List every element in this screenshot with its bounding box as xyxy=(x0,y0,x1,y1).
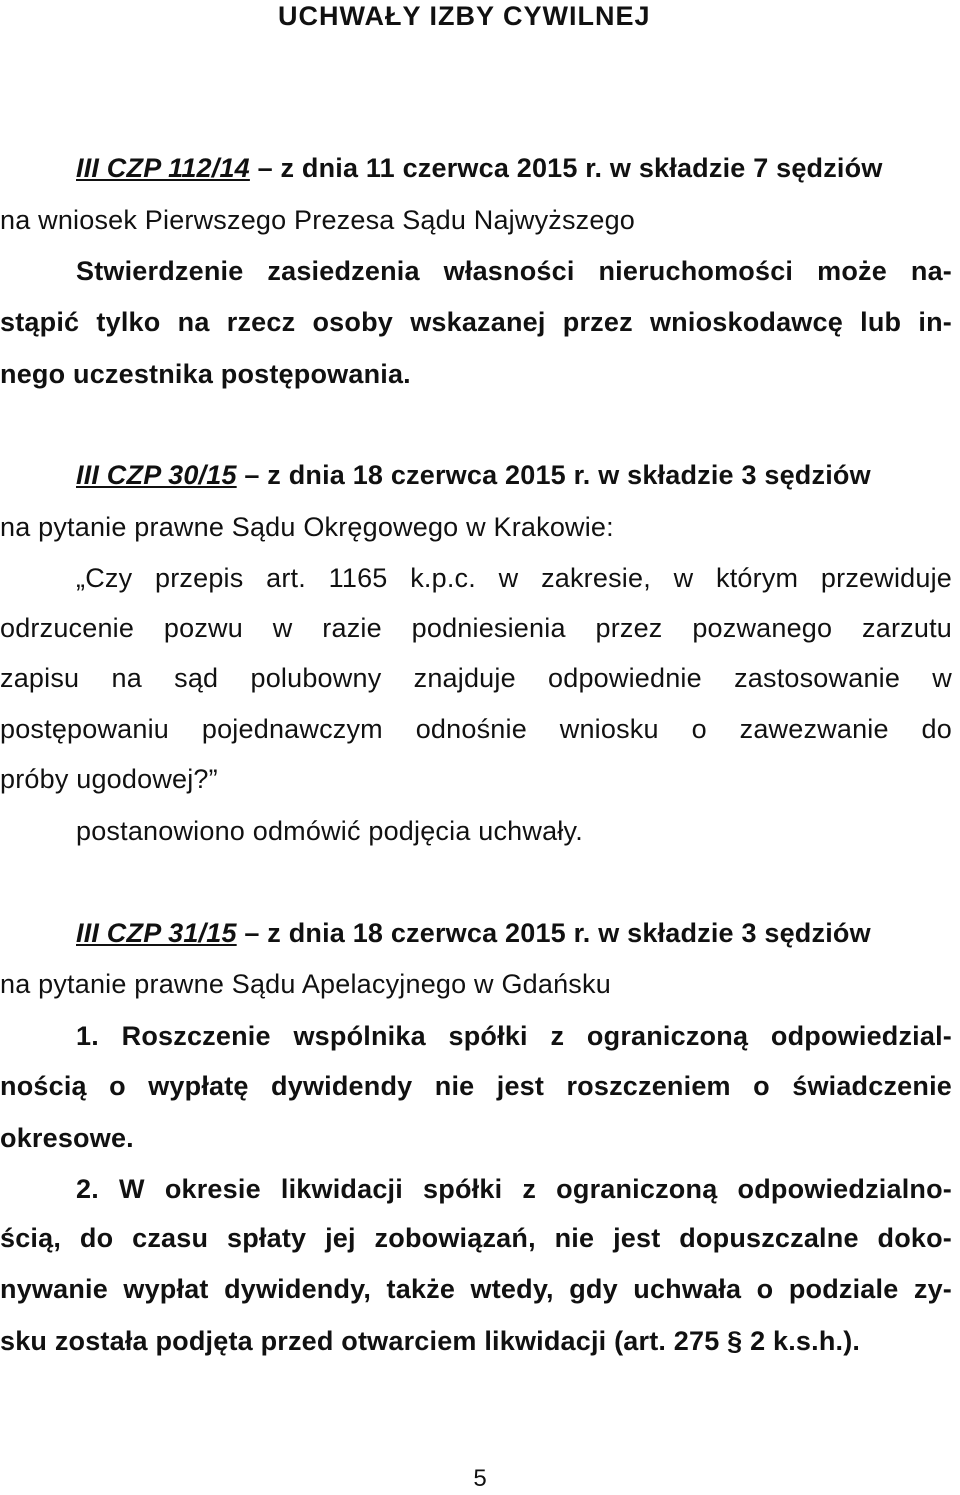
question-line: postępowaniu pojednawczym odnośnie wniosku o zawezwanie do xyxy=(0,714,952,744)
resolution-date: z dnia 11 czerwca 2015 r. w składzie 7 sędziów xyxy=(280,153,883,183)
thesis-line xyxy=(0,1325,860,1357)
request-line: na pytanie prawne Sądu Okręgowego w Krakowie: xyxy=(0,512,614,542)
resolution-heading-3 xyxy=(76,917,871,949)
dash: – xyxy=(236,460,268,490)
dash: – xyxy=(249,153,281,183)
thesis-text: 2 k.s.h.). xyxy=(750,1326,861,1356)
question-line: próby ugodowej?” xyxy=(0,764,218,794)
thesis-line: Stwierdzenie zasiedzenia własności nieruchomości może na- xyxy=(76,256,952,286)
section-symbol: § xyxy=(727,1326,743,1356)
resolution-heading-1 xyxy=(76,152,883,184)
case-signature: III CZP 30/15 xyxy=(76,460,237,490)
dash: – xyxy=(236,918,268,948)
resolution-date: z dnia 18 czerwca 2015 r. w składzie 3 sędziów xyxy=(267,460,871,490)
resolution-result: postanowiono odmówić podjęcia uchwały. xyxy=(76,816,583,846)
question-line: „Czy przepis art. 1165 k.p.c. w zakresie, w którym przewiduje xyxy=(76,563,952,593)
thesis-line: nością o wypłatę dywidendy nie jest roszczeniem o świadczenie xyxy=(0,1071,952,1101)
resolution-heading-2 xyxy=(76,459,871,491)
thesis-line: 2. W okresie likwidacji spółki z ograniczoną odpowiedzialno- xyxy=(76,1174,952,1204)
page-number: 5 xyxy=(473,1465,487,1492)
thesis-text: sku została podjęta przed otwarciem likwidacji (art. 275 xyxy=(0,1326,720,1356)
case-signature: III CZP 31/15 xyxy=(76,918,237,948)
thesis-line: 1. Roszczenie wspólnika spółki z ograniczoną odpowiedzial- xyxy=(76,1021,952,1051)
page-title: UCHWAŁY IZBY CYWILNEJ xyxy=(278,1,651,31)
thesis-line: okresowe. xyxy=(0,1123,134,1153)
thesis-line: ścią, do czasu spłaty jej zobowiązań, nie jest dopuszczalne doko- xyxy=(0,1223,952,1253)
request-line: na pytanie prawne Sądu Apelacyjnego w Gdańsku xyxy=(0,969,611,999)
case-signature: III CZP 112/14 xyxy=(76,153,250,183)
question-line: odrzucenie pozwu w razie podniesienia przez pozwanego zarzutu xyxy=(0,613,952,643)
resolution-date: z dnia 18 czerwca 2015 r. w składzie 3 sędziów xyxy=(267,918,871,948)
thesis-line: nywanie wypłat dywidendy, także wtedy, gdy uchwała o podziale zy- xyxy=(0,1274,952,1304)
request-line: na wniosek Pierwszego Prezesa Sądu Najwyższego xyxy=(0,205,636,235)
thesis-line: nego uczestnika postępowania. xyxy=(0,359,411,389)
question-line: zapisu na sąd polubowny znajduje odpowiednie zastosowanie w xyxy=(0,663,952,693)
thesis-line: stąpić tylko na rzecz osoby wskazanej przez wnioskodawcę lub in- xyxy=(0,307,952,337)
